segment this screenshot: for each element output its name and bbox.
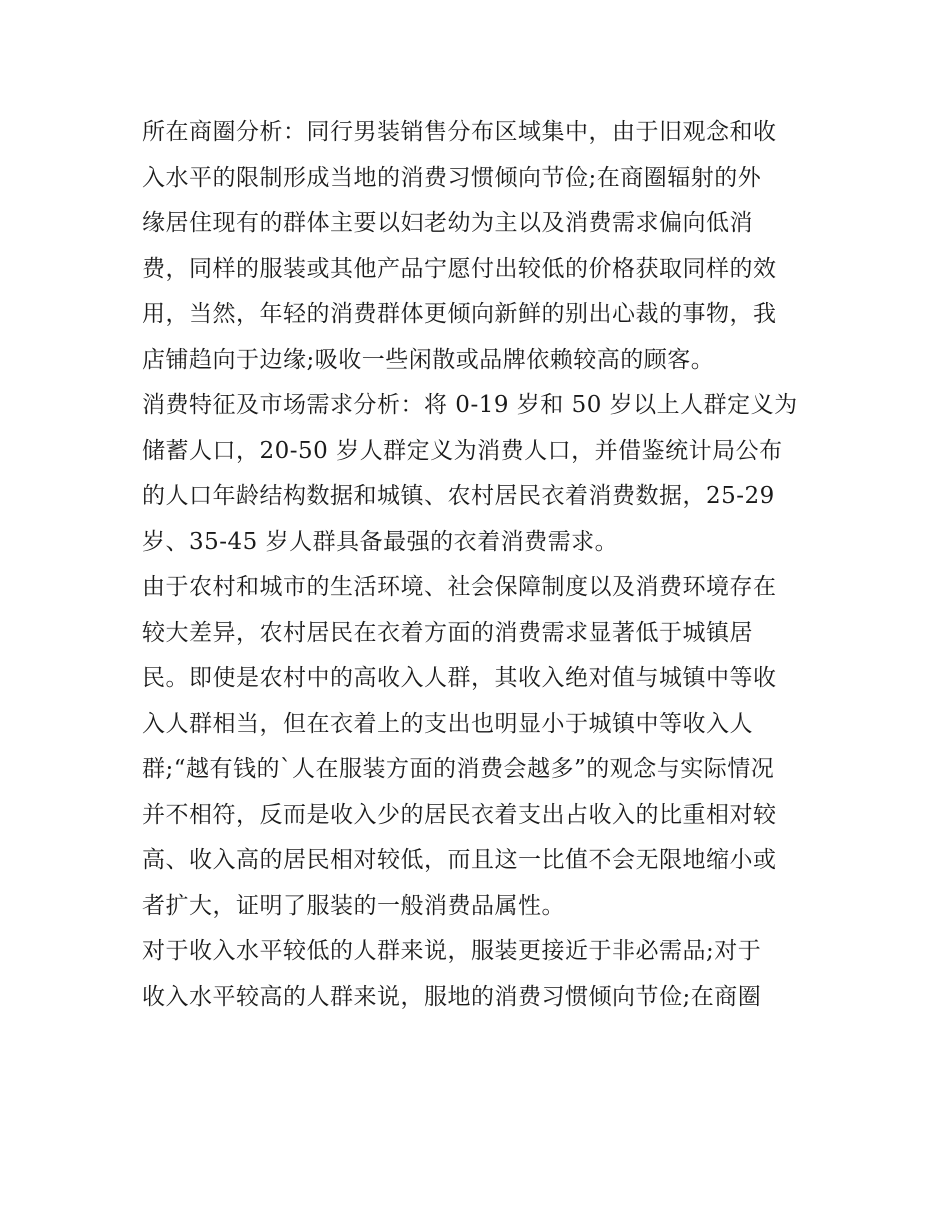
paragraph-consumption-features: [142, 383, 822, 565]
text-line: 所在商圈分析：同行男装销售分布区域集中，由于旧观念和收: [142, 119, 777, 145]
text-line: 岁、35-45 岁人群具备最强的衣着消费需求。: [142, 528, 619, 555]
text-line: 费，同样的服装或其他产品宁愿付出较低的价格获取同样的效: [142, 255, 777, 282]
text-line: 较大差异，农村居民在衣着方面的消费需求显著低于城镇居: [142, 619, 753, 646]
text-line: 消费特征及市场需求分析：将 0-19 岁和 50 岁以上人群定义为: [142, 392, 798, 418]
text-line: 的人口年龄结构数据和城镇、农村居民衣着消费数据，25-29: [142, 483, 775, 509]
text-line: 缘居住现有的群体主要以妇老幼为主以及消费需求偏向低消: [142, 210, 753, 236]
text-line: 并不相符，反而是收入少的居民衣着支出占收入的比重相对较: [142, 801, 777, 828]
paragraph-income-level: [142, 929, 822, 1020]
text-line: 用，当然，年轻的消费群体更倾向新鲜的别出心裁的事物，我: [142, 301, 777, 327]
text-line: 入人群相当，但在衣着上的支出也明显小于城镇中等收入人: [142, 710, 753, 737]
paragraph-trade-area-analysis: [142, 110, 822, 383]
paragraph-urban-rural-difference: [142, 565, 822, 929]
text-line: 者扩大，证明了服装的一般消费品属性。: [142, 892, 565, 919]
text-line: 对于收入水平较低的人群来说，服装更接近于非必需品;对于: [142, 938, 762, 964]
text-line: 高、收入高的居民相对较低，而且这一比值不会无限地缩小或: [142, 847, 777, 873]
text-line: 收入水平较高的人群来说，服地的消费习惯倾向节俭;在商圈: [142, 983, 762, 1010]
text-line: 储蓄人口，20-50 岁人群定义为消费人口，并借鉴统计局公布: [142, 437, 783, 464]
text-line: 由于农村和城市的生活环境、社会保障制度以及消费环境存在: [142, 574, 777, 600]
text-line: 群;“越有钱的`人在服装方面的消费会越多”的观念与实际情况: [142, 756, 775, 782]
text-line: 民。即使是农村中的高收入人群，其收入绝对值与城镇中等收: [142, 665, 777, 691]
text-line: 入水平的限制形成当地的消费习惯倾向节俭;在商圈辐射的外: [142, 164, 762, 191]
document-body: [142, 110, 822, 1020]
text-line: 店铺趋向于边缘;吸收一些闲散或品牌依赖较高的顾客。: [142, 346, 715, 373]
